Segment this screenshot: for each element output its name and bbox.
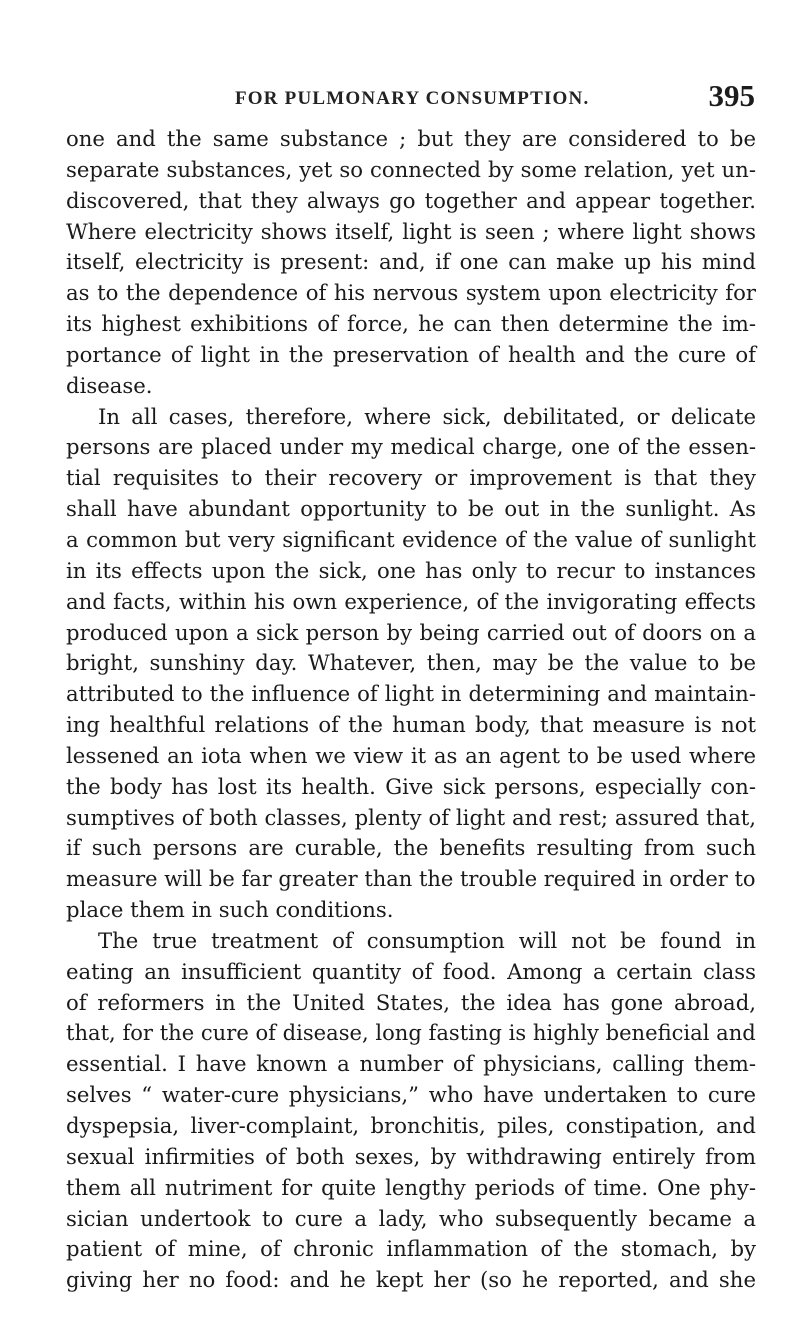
- text-line: separate substances, yet so connected by some relation, yet un-: [66, 156, 756, 182]
- paragraph: [66, 402, 756, 926]
- text-line: ing healthful relations of the human body, that measure is not: [66, 712, 756, 738]
- text-line: if such persons are curable, the benefits resulting from such: [66, 835, 756, 861]
- text-line: The true treatment of consumption will not be found in: [98, 927, 756, 953]
- text-line: one and the same substance ; but they are considered to be: [66, 126, 756, 151]
- page-number: 395: [708, 78, 755, 113]
- text-line: Where electricity shows itself, light is seen ; where light shows: [66, 218, 756, 244]
- body-text: [66, 124, 756, 1296]
- running-head: FOR PULMONARY CONSUMPTION.: [235, 88, 590, 109]
- text-line: eating an insufficient quantity of food. Among a certain class: [66, 958, 756, 984]
- text-line: a common but very significant evidence of the value of sunlight: [66, 526, 756, 552]
- text-line: bright, sunshiny day. Whatever, then, may be the value to be: [66, 650, 756, 676]
- text-line: as to the dependence of his nervous system upon electricity for: [66, 280, 756, 306]
- text-line: dyspepsia, liver-complaint, bronchitis, piles, constipation, and: [66, 1113, 756, 1138]
- text-line: disease.: [66, 372, 153, 398]
- text-line: sumptives of both classes, plenty of light and rest; assured that,: [66, 804, 756, 830]
- text-line: shall have abundant opportunity to be out in the sunlight. As: [66, 496, 756, 522]
- text-line: the body has lost its health. Give sick persons, especially con-: [66, 773, 756, 799]
- text-line: lessened an iota when we view it as an agent to be used where: [66, 742, 756, 768]
- text-line: that, for the cure of disease, long fasting is highly beneficial and: [66, 1020, 756, 1046]
- text-line: sician undertook to cure a lady, who subsequently became a: [66, 1205, 756, 1231]
- text-line: its highest exhibitions of force, he can then determine the im-: [66, 311, 756, 337]
- text-line: place them in such conditions.: [66, 897, 394, 923]
- text-line: In all cases, therefore, where sick, debilitated, or delicate: [98, 403, 756, 429]
- text-line: giving her no food: and he kept her (so he reported, and she: [66, 1267, 756, 1293]
- text-line: essential. I have known a number of physicians, calling them-: [66, 1051, 756, 1077]
- text-line: measure will be far greater than the trouble required in order to: [66, 866, 756, 892]
- paragraph: [66, 124, 756, 402]
- text-line: portance of light in the preservation of health and the cure of: [66, 341, 756, 367]
- text-line: persons are placed under my medical charge, one of the essen-: [66, 434, 756, 460]
- text-line: attributed to the influence of light in determining and maintain-: [66, 681, 756, 707]
- text-line: tial requisites to their recovery or improvement is that they: [66, 465, 756, 491]
- text-line: them all nutriment for quite lengthy periods of time. One phy-: [66, 1174, 756, 1200]
- text-line: in its effects upon the sick, one has only to recur to instances: [66, 557, 756, 583]
- page-header: [235, 78, 755, 114]
- text-line: itself, electricity is present: and, if one can make up his mind: [66, 249, 756, 275]
- text-line: sexual infirmities of both sexes, by withdrawing entirely from: [66, 1143, 756, 1169]
- text-line: selves “ water-cure physicians,” who have undertaken to cure: [66, 1082, 756, 1108]
- text-line: patient of mine, of chronic inflammation of the stomach, by: [66, 1236, 756, 1262]
- text-line: and facts, within his own experience, of the invigorating effects: [66, 588, 756, 614]
- text-line: produced upon a sick person by being carried out of doors on a: [66, 619, 756, 645]
- paragraph: [66, 926, 756, 1296]
- text-line: of reformers in the United States, the idea has gone abroad,: [66, 989, 756, 1015]
- text-line: discovered, that they always go together and appear together.: [66, 187, 756, 213]
